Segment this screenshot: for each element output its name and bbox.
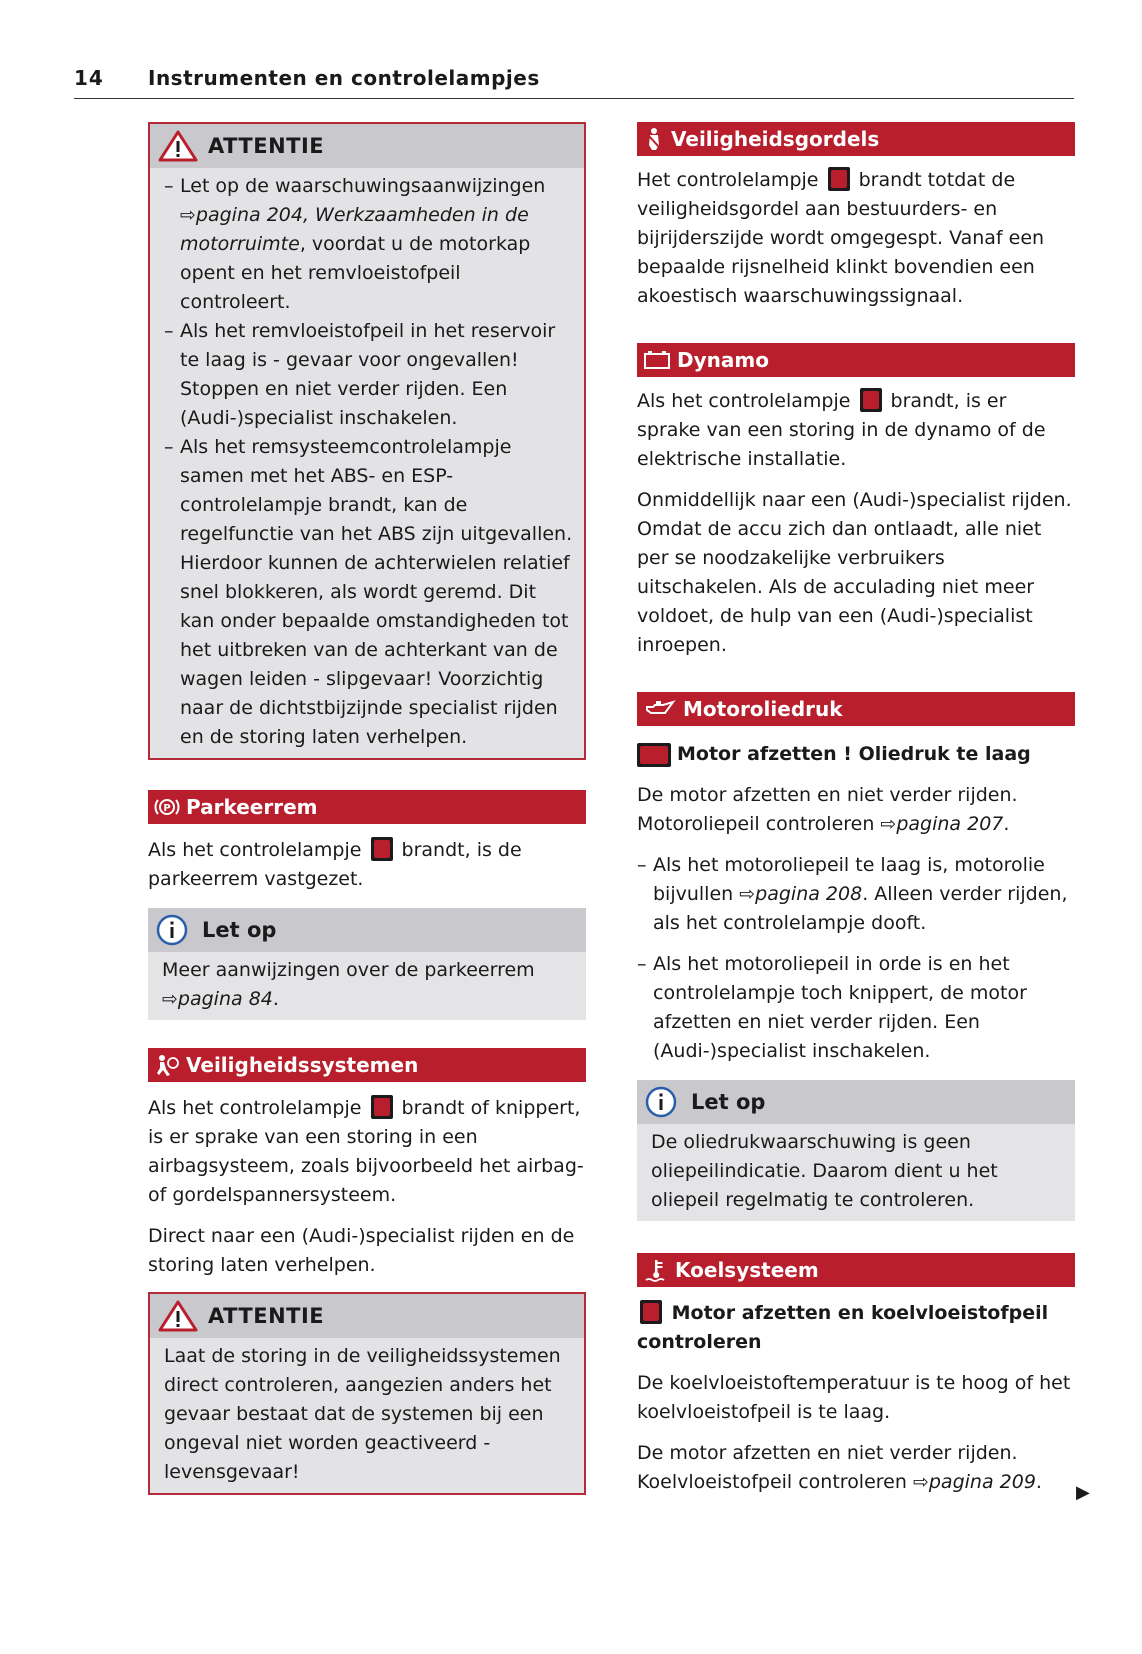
note-box-parkeerrem bbox=[148, 908, 586, 1020]
attention-header bbox=[150, 1294, 584, 1338]
attention-box-brakes bbox=[148, 122, 586, 760]
note-text: De oliedrukwaarschuwing is geen oliepeilindicatie. Daarom dient u het oliepeil regelmatig te controleren. bbox=[651, 1131, 998, 1211]
section-title: Veiligheidsgordels bbox=[671, 127, 880, 151]
right-column bbox=[637, 122, 1075, 1497]
subheading: Motor afzetten en koelvloeistofpeil controleren bbox=[637, 1302, 1049, 1353]
seatbelt-icon bbox=[643, 127, 665, 151]
section-title: Dynamo bbox=[677, 348, 769, 372]
warning-triangle-icon bbox=[158, 1300, 198, 1332]
section-heading-gordels bbox=[637, 122, 1075, 156]
note-title: Let op bbox=[202, 918, 277, 942]
left-column bbox=[148, 122, 586, 1495]
paragraph: Als het controlelampje brandt of knippert, is er sprake van een storing in een airbagsysteem, zoals bijvoorbeeld het airbag- of gordelspannersysteem. bbox=[148, 1097, 584, 1206]
section-heading-veiligheidssystemen bbox=[148, 1048, 586, 1082]
svg-text:P: P bbox=[163, 803, 171, 814]
list-item: – Als het motoroliepeil te laag is, motorolie bijvullen ⇨pagina 208. Alleen verder rijden, als het controlelampje dooft. bbox=[637, 854, 1068, 934]
oil-pressure-lamp-icon bbox=[637, 743, 671, 767]
page-number: 14 bbox=[74, 66, 104, 90]
note-header bbox=[148, 908, 586, 952]
paragraph: Als het controlelampje brandt, is er sprake van een storing in de dynamo of de elektrische installatie. bbox=[637, 390, 1046, 470]
info-icon bbox=[156, 914, 188, 946]
section-heading-oliedruk bbox=[637, 692, 1075, 726]
attention-text: Laat de storing in de veiligheidssystemen direct controleren, aangezien anders het gevaar bestaat dat de systemen bij een ongeval niet worden geactiveerd - levensgevaar! bbox=[164, 1345, 561, 1483]
paragraph: Als het controlelampje brandt, is de parkeerrem vastgezet. bbox=[148, 839, 522, 890]
info-icon bbox=[645, 1086, 677, 1118]
oil-can-icon bbox=[643, 699, 677, 719]
section-heading-dynamo bbox=[637, 343, 1075, 377]
page-reference-link[interactable]: ⇨pagina 207 bbox=[880, 813, 1004, 835]
page-reference-link[interactable]: ⇨pagina 204, Werkzaamheden in de motorruimte bbox=[180, 204, 529, 255]
note-box-oliedruk bbox=[637, 1080, 1075, 1221]
list-item: – Als het remvloeistofpeil in het reservoir te laag is - gevaar voor ongevallen! Stoppen en niet verder rijden. Een (Audi-)specialist inschakelen. bbox=[164, 320, 556, 429]
warning-triangle-icon bbox=[158, 130, 198, 162]
section-title: Koelsysteem bbox=[675, 1258, 819, 1282]
paragraph: Direct naar een (Audi-)specialist rijden en de storing laten verhelpen. bbox=[148, 1225, 575, 1276]
page-reference-link[interactable]: ⇨pagina 209 bbox=[912, 1471, 1036, 1493]
paragraph: Het controlelampje brandt totdat de veiligheidsgordel aan bestuurders- en bijrijderszijde wordt omgegespt. Vanaf een bepaalde rijsnelheid klinkt bovendien een akoestisch waarschuwingssignaal. bbox=[637, 169, 1045, 307]
note-text: Meer aanwijzingen over de parkeerrem ⇨pagina 84. bbox=[162, 959, 535, 1010]
attention-box-safety bbox=[148, 1292, 586, 1495]
airbag-icon bbox=[154, 1053, 180, 1077]
section-title: Motoroliedruk bbox=[683, 697, 843, 721]
note-title: Let op bbox=[691, 1090, 766, 1114]
page-reference-link[interactable]: ⇨pagina 208 bbox=[739, 883, 863, 905]
section-heading-koelsysteem bbox=[637, 1253, 1075, 1287]
attention-header bbox=[150, 124, 584, 168]
note-header bbox=[637, 1080, 1075, 1124]
page-header bbox=[74, 64, 1074, 99]
paragraph: De koelvloeistoftemperatuur is te hoog of het koelvloeistofpeil is te laag. bbox=[637, 1372, 1071, 1423]
battery-icon bbox=[643, 350, 671, 370]
coolant-lamp-icon bbox=[640, 1300, 662, 1324]
page-reference-link[interactable]: ⇨pagina 84 bbox=[162, 988, 273, 1010]
continue-arrow-icon: ▶ bbox=[1076, 1482, 1090, 1503]
parking-brake-lamp-icon bbox=[371, 837, 393, 861]
list-item: – Als het motoroliepeil in orde is en het controlelampje toch knippert, de motor afzetten en niet verder rijden. Een (Audi-)specialist inschakelen. bbox=[637, 953, 1027, 1062]
subheading: Motor afzetten ! Oliedruk te laag bbox=[637, 740, 1075, 769]
coolant-icon bbox=[643, 1258, 669, 1282]
chapter-title: Instrumenten en controlelampjes bbox=[148, 66, 540, 90]
paragraph: Onmiddellijk naar een (Audi-)specialist rijden. Omdat de accu zich dan ontlaadt, alle niet per se noodzakelijke verbruikers uitschakelen. Als de acculading niet meer voldoet, de hulp van een (Audi-)specialist inroepen. bbox=[637, 489, 1072, 656]
list-item: – Als het remsysteemcontrolelampje samen met het ABS- en ESP-controlelampje brandt, kan de regelfunctie van het ABS zijn uitgevallen. Hierdoor kunnen de achterwielen relatief snel blokkeren, als wordt geremd. Dit kan onder bepaalde omstandigheden tot het uitbreken van de achterkant van de wagen leiden - slipgevaar! Voorzichtig naar de dichtstbijzijnde specialist rijden en de storing laten verhelpen. bbox=[164, 436, 573, 748]
attention-title: ATTENTIE bbox=[208, 1304, 325, 1328]
battery-lamp-icon bbox=[860, 388, 882, 412]
section-title: Parkeerrem bbox=[186, 795, 318, 819]
section-title: Veiligheidssystemen bbox=[186, 1053, 419, 1077]
parking-brake-icon bbox=[154, 796, 180, 818]
paragraph: De motor afzetten en niet verder rijden. Koelvloeistofpeil controleren ⇨pagina 209. bbox=[637, 1442, 1042, 1493]
seatbelt-lamp-icon bbox=[828, 167, 850, 191]
section-heading-parkeerrem bbox=[148, 790, 586, 824]
paragraph: De motor afzetten en niet verder rijden. Motoroliepeil controleren ⇨pagina 207. bbox=[637, 784, 1018, 835]
attention-title: ATTENTIE bbox=[208, 134, 325, 158]
list-item: – Let op de waarschuwingsaanwijzingen ⇨pagina 204, Werkzaamheden in de motorruimte, voordat u de motorkap opent en het remvloeistofpeil controleert. bbox=[164, 175, 546, 313]
airbag-lamp-icon bbox=[371, 1095, 393, 1119]
